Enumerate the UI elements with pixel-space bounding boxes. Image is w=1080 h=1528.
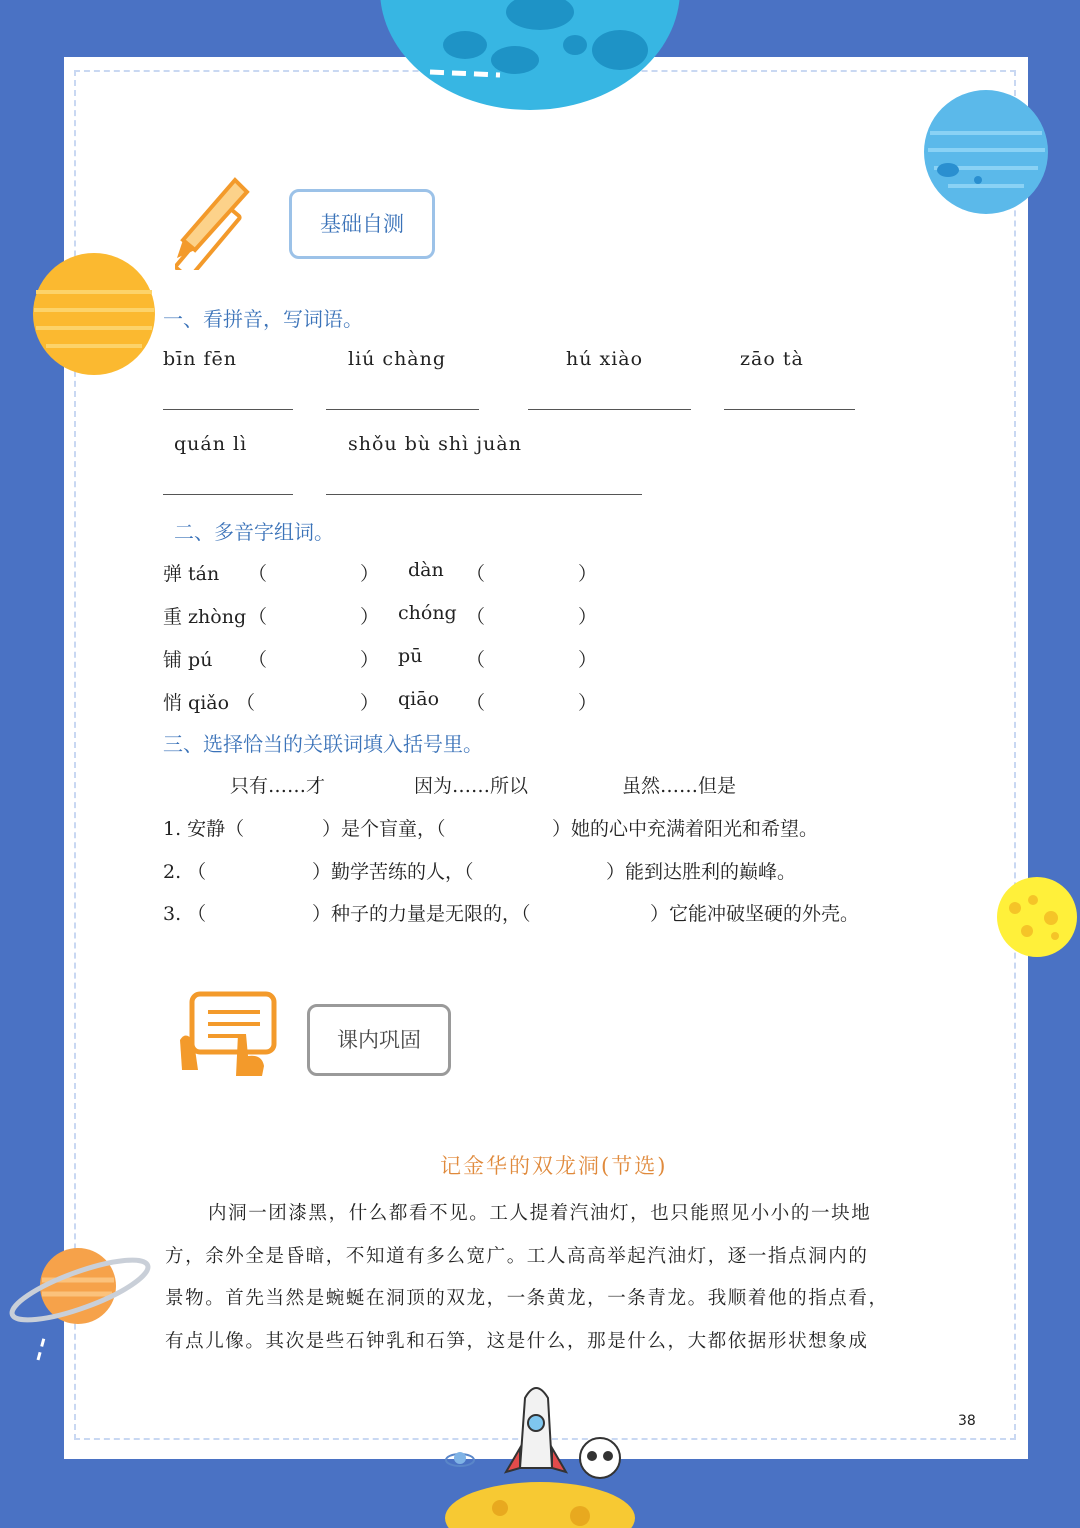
passage-line-3: 景物。首先当然是蜿蜒在洞顶的双龙，一条黄龙，一条青龙。我顺着他的指点看， — [165, 1288, 889, 1309]
open-paren: （ — [248, 649, 268, 671]
section2-title: 二、多音字组词。 — [174, 520, 334, 544]
open-paren: （ — [466, 692, 486, 714]
section1-title: 一、看拼音，写词语。 — [163, 307, 363, 331]
section3-title: 三、选择恰当的关联词填入括号里。 — [163, 732, 483, 756]
page-number: 38 — [958, 1413, 976, 1429]
open-paren: （ — [466, 563, 486, 585]
planet-saturn-icon — [8, 1240, 158, 1370]
close-paren: ） — [578, 563, 598, 585]
sentence-3-start: 3. （ — [163, 903, 207, 925]
close-paren: ） — [360, 563, 380, 585]
answer-line[interactable] — [326, 409, 479, 410]
tablet-hands-icon — [176, 990, 280, 1084]
open-paren: （ — [248, 606, 268, 628]
pinyin-2: liú chàng — [348, 348, 447, 370]
sentence-2-end: ）能到达胜利的巅峰。 — [606, 861, 797, 883]
pinyin-1: bīn fēn — [163, 348, 238, 370]
open-paren: （ — [248, 563, 268, 585]
passage-line-4: 有点儿像。其次是些石钟乳和石笋，这是什么，那是什么，大都依据形状想象成 — [165, 1331, 869, 1352]
answer-line[interactable] — [163, 494, 293, 495]
answer-line[interactable] — [163, 409, 293, 410]
sentence-1-start: 1. 安静（ — [163, 818, 245, 840]
pinyin-4: zāo tà — [740, 348, 804, 370]
poly-char-3: 铺 pú — [163, 649, 213, 671]
answer-line[interactable] — [528, 409, 691, 410]
close-paren: ） — [360, 692, 380, 714]
passage-title: 记金华的双龙洞(节选) — [440, 1154, 668, 1178]
option-3: 虽然……但是 — [622, 775, 737, 797]
close-paren: ） — [578, 649, 598, 671]
pencil-ruler-icon — [175, 170, 275, 270]
passage-line-1: 内洞一团漆黑，什么都看不见。工人提着汽油灯，也只能照见小小的一块地 — [208, 1203, 872, 1224]
planet-blue-icon — [920, 88, 1055, 218]
open-paren: （ — [466, 649, 486, 671]
poly-char-4: 悄 qiǎo — [163, 692, 230, 714]
answer-line[interactable] — [326, 494, 642, 495]
badge-classroom: 课内巩固 — [307, 1004, 451, 1076]
planet-orange-icon — [30, 252, 160, 378]
sentence-1-end: ）她的心中充满着阳光和希望。 — [552, 818, 819, 840]
poly-char-2: 重 zhòng — [163, 606, 247, 628]
badge-basic-test: 基础自测 — [289, 189, 435, 259]
poly-alt-3: pū — [398, 645, 423, 667]
open-paren: （ — [466, 606, 486, 628]
sentence-3-end: ）它能冲破坚硬的外壳。 — [650, 903, 860, 925]
sentence-3-middle: ）种子的力量是无限的，（ — [312, 903, 531, 925]
poly-alt-1: dàn — [408, 559, 444, 581]
passage-line-2: 方，余外全是昏暗，不知道有多么宽广。工人高高举起汽油灯，逐一指点洞内的 — [165, 1246, 869, 1267]
poly-alt-4: qiāo — [398, 688, 440, 710]
close-paren: ） — [360, 649, 380, 671]
planet-top-icon — [370, 0, 690, 112]
pinyin-5: quán lì — [174, 433, 248, 455]
pinyin-3: hú xiào — [566, 348, 644, 370]
option-2: 因为……所以 — [414, 775, 529, 797]
poly-char-1: 弹 tán — [163, 563, 220, 585]
pinyin-6: shǒu bù shì juàn — [348, 433, 522, 455]
planet-yellow-icon — [995, 876, 1080, 960]
rocket-moon-illustration — [440, 1368, 650, 1528]
open-paren: （ — [236, 692, 256, 714]
close-paren: ） — [578, 692, 598, 714]
sentence-1-middle: ）是个盲童，（ — [322, 818, 446, 840]
close-paren: ） — [578, 606, 598, 628]
answer-line[interactable] — [724, 409, 855, 410]
option-1: 只有……才 — [230, 775, 326, 797]
sentence-2-start: 2. （ — [163, 861, 207, 883]
sentence-2-middle: ）勤学苦练的人，（ — [312, 861, 474, 883]
poly-alt-2: chóng — [398, 602, 457, 624]
close-paren: ） — [360, 606, 380, 628]
